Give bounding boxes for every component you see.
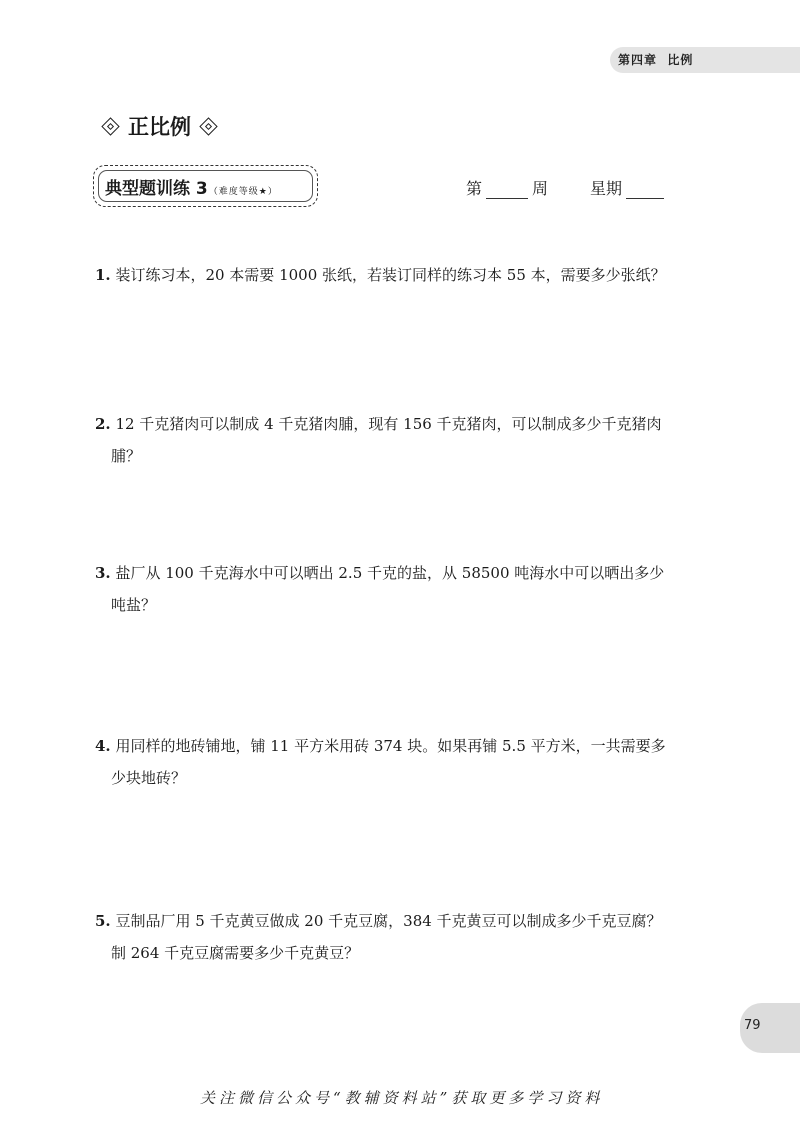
question-4 [95,730,715,794]
question-text-line: 用同样的地砖铺地，铺 11 平方米用砖 374 块。如果再铺 5.5 平方米，一共需要多 [115,737,666,755]
page-number: 79 [744,1018,761,1033]
question-text-line: 制 264 千克豆腐需要多少千克黄豆？ [111,944,360,962]
section-title [98,111,221,141]
diamond-icon [199,117,217,135]
question-5 [95,905,715,969]
weekday-blank[interactable] [626,180,664,199]
question-number: 3. [95,564,111,582]
question-2 [95,408,715,472]
difficulty-label: （难度等级★） [208,187,278,197]
question-number: 5. [95,912,111,930]
week-blank[interactable] [486,180,528,199]
question-number: 4. [95,737,111,755]
question-text-line: 少块地砖？ [111,769,187,787]
footer-note: 关注微信公众号“教辅资料站”获取更多学习资料 [200,1089,604,1107]
question-text-line: 装订练习本，20 本需要 1000 张纸，若装订同样的练习本 55 本，需要多少张纸？ [115,266,666,284]
week-suffix: 周 [532,179,549,198]
section-title-text: 正比例 [128,115,191,139]
question-text-line: 豆制品厂用 5 千克黄豆做成 20 千克豆腐，384 千克黄豆可以制成多少千克豆腐？ [115,912,662,930]
weekday-label: 星期 [590,179,623,198]
question-number: 2. [95,415,111,433]
question-3 [95,557,715,621]
diamond-icon [101,117,119,135]
question-number: 1. [95,266,111,284]
question-text-line: 盐厂从 100 千克海水中可以晒出 2.5 千克的盐，从 58500 吨海水中可以晒出多少 [115,564,665,582]
question-1 [95,259,715,291]
question-text-line: 12 千克猪肉可以制成 4 千克猪肉脯，现有 156 千克猪肉，可以制成多少千克猪肉 [115,415,662,433]
practice-title [105,174,278,199]
chapter-label: 第四章 比例 [618,53,694,67]
question-text-line: 吨盐？ [111,596,157,614]
question-text-line: 脯？ [111,447,142,465]
week-line [466,176,668,199]
practice-title-text: 典型题训练 3 [105,179,208,199]
week-prefix: 第 [466,179,483,198]
